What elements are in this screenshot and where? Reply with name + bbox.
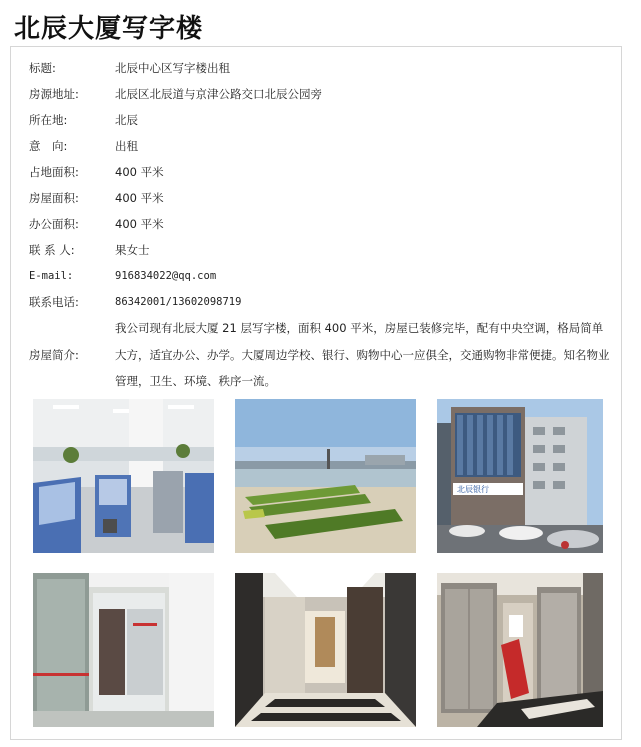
- field-label: 意 向:: [29, 139, 68, 153]
- photo-office-cubicles[interactable]: [33, 399, 214, 553]
- field-address: [29, 81, 611, 107]
- photo-elevator-hall[interactable]: [437, 573, 603, 727]
- field-value: 北辰中心区写字楼出租: [115, 61, 230, 75]
- glass-door-image: [33, 573, 214, 727]
- photo-building-exterior[interactable]: [437, 399, 603, 553]
- field-value: 果女士: [115, 243, 150, 257]
- field-building-area: [29, 185, 611, 211]
- photo-lobby-corridor[interactable]: [235, 573, 416, 727]
- field-label: 房屋面积:: [29, 191, 79, 205]
- field-label: 占地面积:: [29, 165, 79, 179]
- field-office-area: [29, 211, 611, 237]
- field-intent: [29, 133, 611, 159]
- field-value: 400 平米: [115, 165, 164, 179]
- field-label: 标题:: [29, 61, 56, 75]
- intro-text: 我公司现有北辰大厦 21 层写字楼，面积 400 平米，房屋已装修完毕，配有中央空调，格局简单大方，适宜办公、办学。大厦周边学校、银行、购物中心一应俱全，交通购物非常便捷。知名物业管理，卫生、环境、秩序一流。: [115, 321, 610, 389]
- bank-sign-text: 北辰银行: [457, 485, 489, 494]
- listing-fields: [29, 55, 611, 395]
- photo-garden-hedges[interactable]: [235, 399, 416, 553]
- field-label: 所在地:: [29, 113, 68, 127]
- field-location: [29, 107, 611, 133]
- field-label: 联系电话:: [29, 295, 79, 309]
- field-contact: [29, 237, 611, 263]
- field-value: 北辰: [115, 113, 138, 127]
- field-value: 400 平米: [115, 217, 164, 231]
- field-label: E-mail:: [29, 270, 74, 282]
- field-phone: [29, 289, 611, 315]
- listing-panel: [10, 46, 622, 740]
- elevator-hall-image: [437, 573, 603, 727]
- field-value: 400 平米: [115, 191, 164, 205]
- photo-glass-door[interactable]: [33, 573, 214, 727]
- field-label: 联 系 人:: [29, 243, 75, 257]
- field-value: 北辰区北辰道与京津公路交口北辰公园旁: [115, 87, 322, 101]
- field-label: 房源地址:: [29, 87, 79, 101]
- field-value: 出租: [115, 139, 138, 153]
- field-intro: [29, 315, 611, 395]
- field-email: [29, 263, 611, 289]
- page-title: 北辰大厦写字楼: [14, 14, 204, 44]
- field-label: 办公面积:: [29, 217, 79, 231]
- field-label: 房屋简介:: [29, 348, 79, 362]
- photo-gallery: [33, 399, 603, 729]
- field-value: 86342001/13602098719: [115, 296, 242, 308]
- field-land-area: [29, 159, 611, 185]
- office-cubicles-image: [33, 399, 214, 553]
- building-exterior-image: [437, 399, 603, 553]
- field-title: [29, 55, 611, 81]
- email-link[interactable]: 916834022@qq.com: [115, 270, 217, 282]
- lobby-corridor-image: [235, 573, 416, 727]
- garden-hedges-image: [235, 399, 416, 553]
